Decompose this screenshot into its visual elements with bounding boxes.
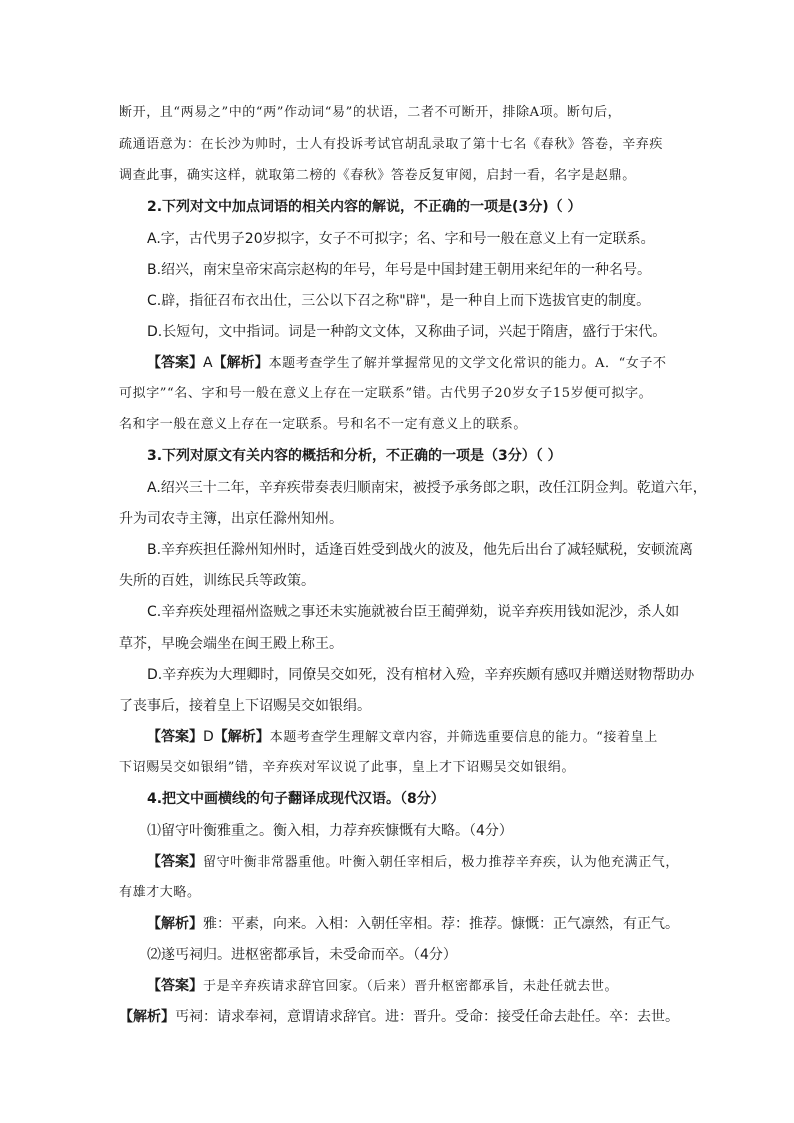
q4-s1-answer-line-2: 有雄才大略。 (119, 885, 201, 900)
intro-line-2: 疏通语意为：在长沙为帅时，士人有投诉考试官胡乱录取了第十七名《春秋》答卷，辛弃疾 (119, 137, 664, 152)
q3-option-c-line-1: C.辛弃疾处理福州盗贼之事还未实施就被台臣王蔺弹劾，说辛弃疾用钱如泥沙，杀人如 (147, 604, 680, 620)
q3-answer-value: D (203, 729, 214, 745)
q4-s1-analysis-line (147, 914, 679, 934)
q4-s1-analysis: 雅：平素，向来。入相：入朝任宰相。荐：推荐。慷慨：正气凛然，有正气。 (203, 916, 679, 932)
q3-option-d-line-2: 了丧事后，接着皇上下诏赐吴交如银绢。 (119, 698, 371, 714)
q4-s1-answer-line-1: 留守叶衡非常器重他。叶衡入朝任宰相后，极力推荐辛弃疾，认为他充满正气， (203, 855, 680, 870)
q4-s2-analysis: 丐祠：请求奉祠，意谓请求辞官。进：晋升。受命：接受任命去赴任。卒：去世。 (175, 1009, 679, 1025)
q4-s1-analysis-label: 【解析】 (147, 916, 203, 932)
q3-answer-line (147, 727, 658, 748)
q2-answer-line (147, 353, 667, 374)
q4-s2-analysis-line (119, 1007, 679, 1027)
q4-s1-answer-line (147, 852, 679, 873)
q2-answer-label: 【答案】 (147, 355, 203, 371)
q4-s2-answer-line (147, 976, 618, 997)
q2-option-a: A.字，古代男子20岁拟字，女子不可拟字；名、字和号一般在意义上有一定联系。 (147, 231, 655, 247)
q3-analysis-line-2: 下诏赐吴交如银绢”错，辛弃疾对军议说了此事，皇上才下诏赐吴交如银绢。 (119, 760, 576, 775)
q3-option-d-line-1: D.辛弃疾为大理卿时，同僚吴交如死，没有棺材入殓，辛弃疾颇有感叹并赠送财物帮助办 (147, 667, 695, 683)
q2-title: 2.下列对文中加点词语的相关内容的解说，不正确的一项是(3分)（ ） (147, 199, 582, 215)
q3-option-b-line-2: 失所的百姓，训练民兵等政策。 (119, 573, 315, 589)
q4-s1-answer-label: 【答案】 (147, 854, 203, 870)
q4-title: 4.把文中画横线的句子翻译成现代汉语。（8分） (147, 791, 445, 807)
q3-option-b-line-1: B.辛弃疾担任滁州知州时，适逢百姓受到战火的波及，他先后出台了减轻赋税，安顿流离 (147, 542, 694, 558)
q2-answer-value: A (203, 355, 213, 371)
q3-option-a-line-1: A.绍兴三十二年，辛弃疾带奏表归顺南宋，被授予承务郎之职，改任江阴佥判。乾道六年， (147, 480, 707, 496)
q2-analysis-line-3: 名和字一般在意义上存在一定联系。号和名不一定有意义上的联系。 (119, 417, 528, 432)
intro-line-3: 调查此事，确实这样，就取第二榜的《春秋》答卷反复审阅，启封一看，名字是赵鼎。 (119, 168, 636, 183)
q4-s2-answer: 于是辛弃疾请求辞官回家。（后来）晋升枢密都承旨，未赴任就去世。 (203, 979, 619, 994)
q3-answer-label: 【答案】 (147, 729, 203, 745)
intro-line-1: 断开，且“两易之”中的“两”作动词“易”的状语，二者不可断开，排除A项。断句后， (119, 105, 622, 120)
q4-s2-answer-label: 【答案】 (147, 978, 203, 994)
q3-analysis-label: 【解析】 (213, 729, 270, 745)
q2-analysis-line-2: 可拟字”“名、字和号一般在意义上存在一定联系”错。古代男子20岁女子15岁便可拟字。 (119, 386, 653, 401)
q3-title: 3.下列对原文有关内容的概括和分析，不正确的一项是（3分）（ ） (147, 448, 562, 464)
q2-option-c: C.辟，指征召布衣出仕，三公以下召之称"辟"，是一种自上而下选拔官吏的制度。 (147, 293, 651, 309)
q3-option-a-line-2: 升为司农寺主簿，出京任滁州知州。 (119, 511, 343, 527)
q4-s2-analysis-label: 【解析】 (119, 1009, 175, 1025)
q3-analysis-line-1: 本题考查学生理解文章内容，并筛选重要信息的能力。“接着皇上 (269, 730, 658, 745)
q2-option-b: B.绍兴，南宋皇帝宋高宗赵构的年号，年号是中国封建王朝用来纪年的一种名号。 (147, 262, 652, 278)
q2-analysis-label: 【解析】 (212, 355, 269, 371)
q4-sentence-1: ⑴留守叶衡雅重之。衡入相，力荐弃疾慷慨有大略。（4分） (147, 823, 513, 839)
q2-option-d: D.长短句，文中指词。词是一种韵文文体，又称曲子词，兴起于隋唐，盛行于宋代。 (147, 324, 667, 340)
q2-analysis-line-1: 本题考查学生了解并掌握常见的文学文化常识的能力。A．“女子不 (268, 356, 667, 371)
q4-sentence-2: ⑵遂丐祠归。进枢密都承旨，未受命而卒。（4分） (147, 947, 457, 963)
q3-option-c-line-2: 草芥，早晚会端坐在闽王殿上称王。 (119, 636, 343, 652)
